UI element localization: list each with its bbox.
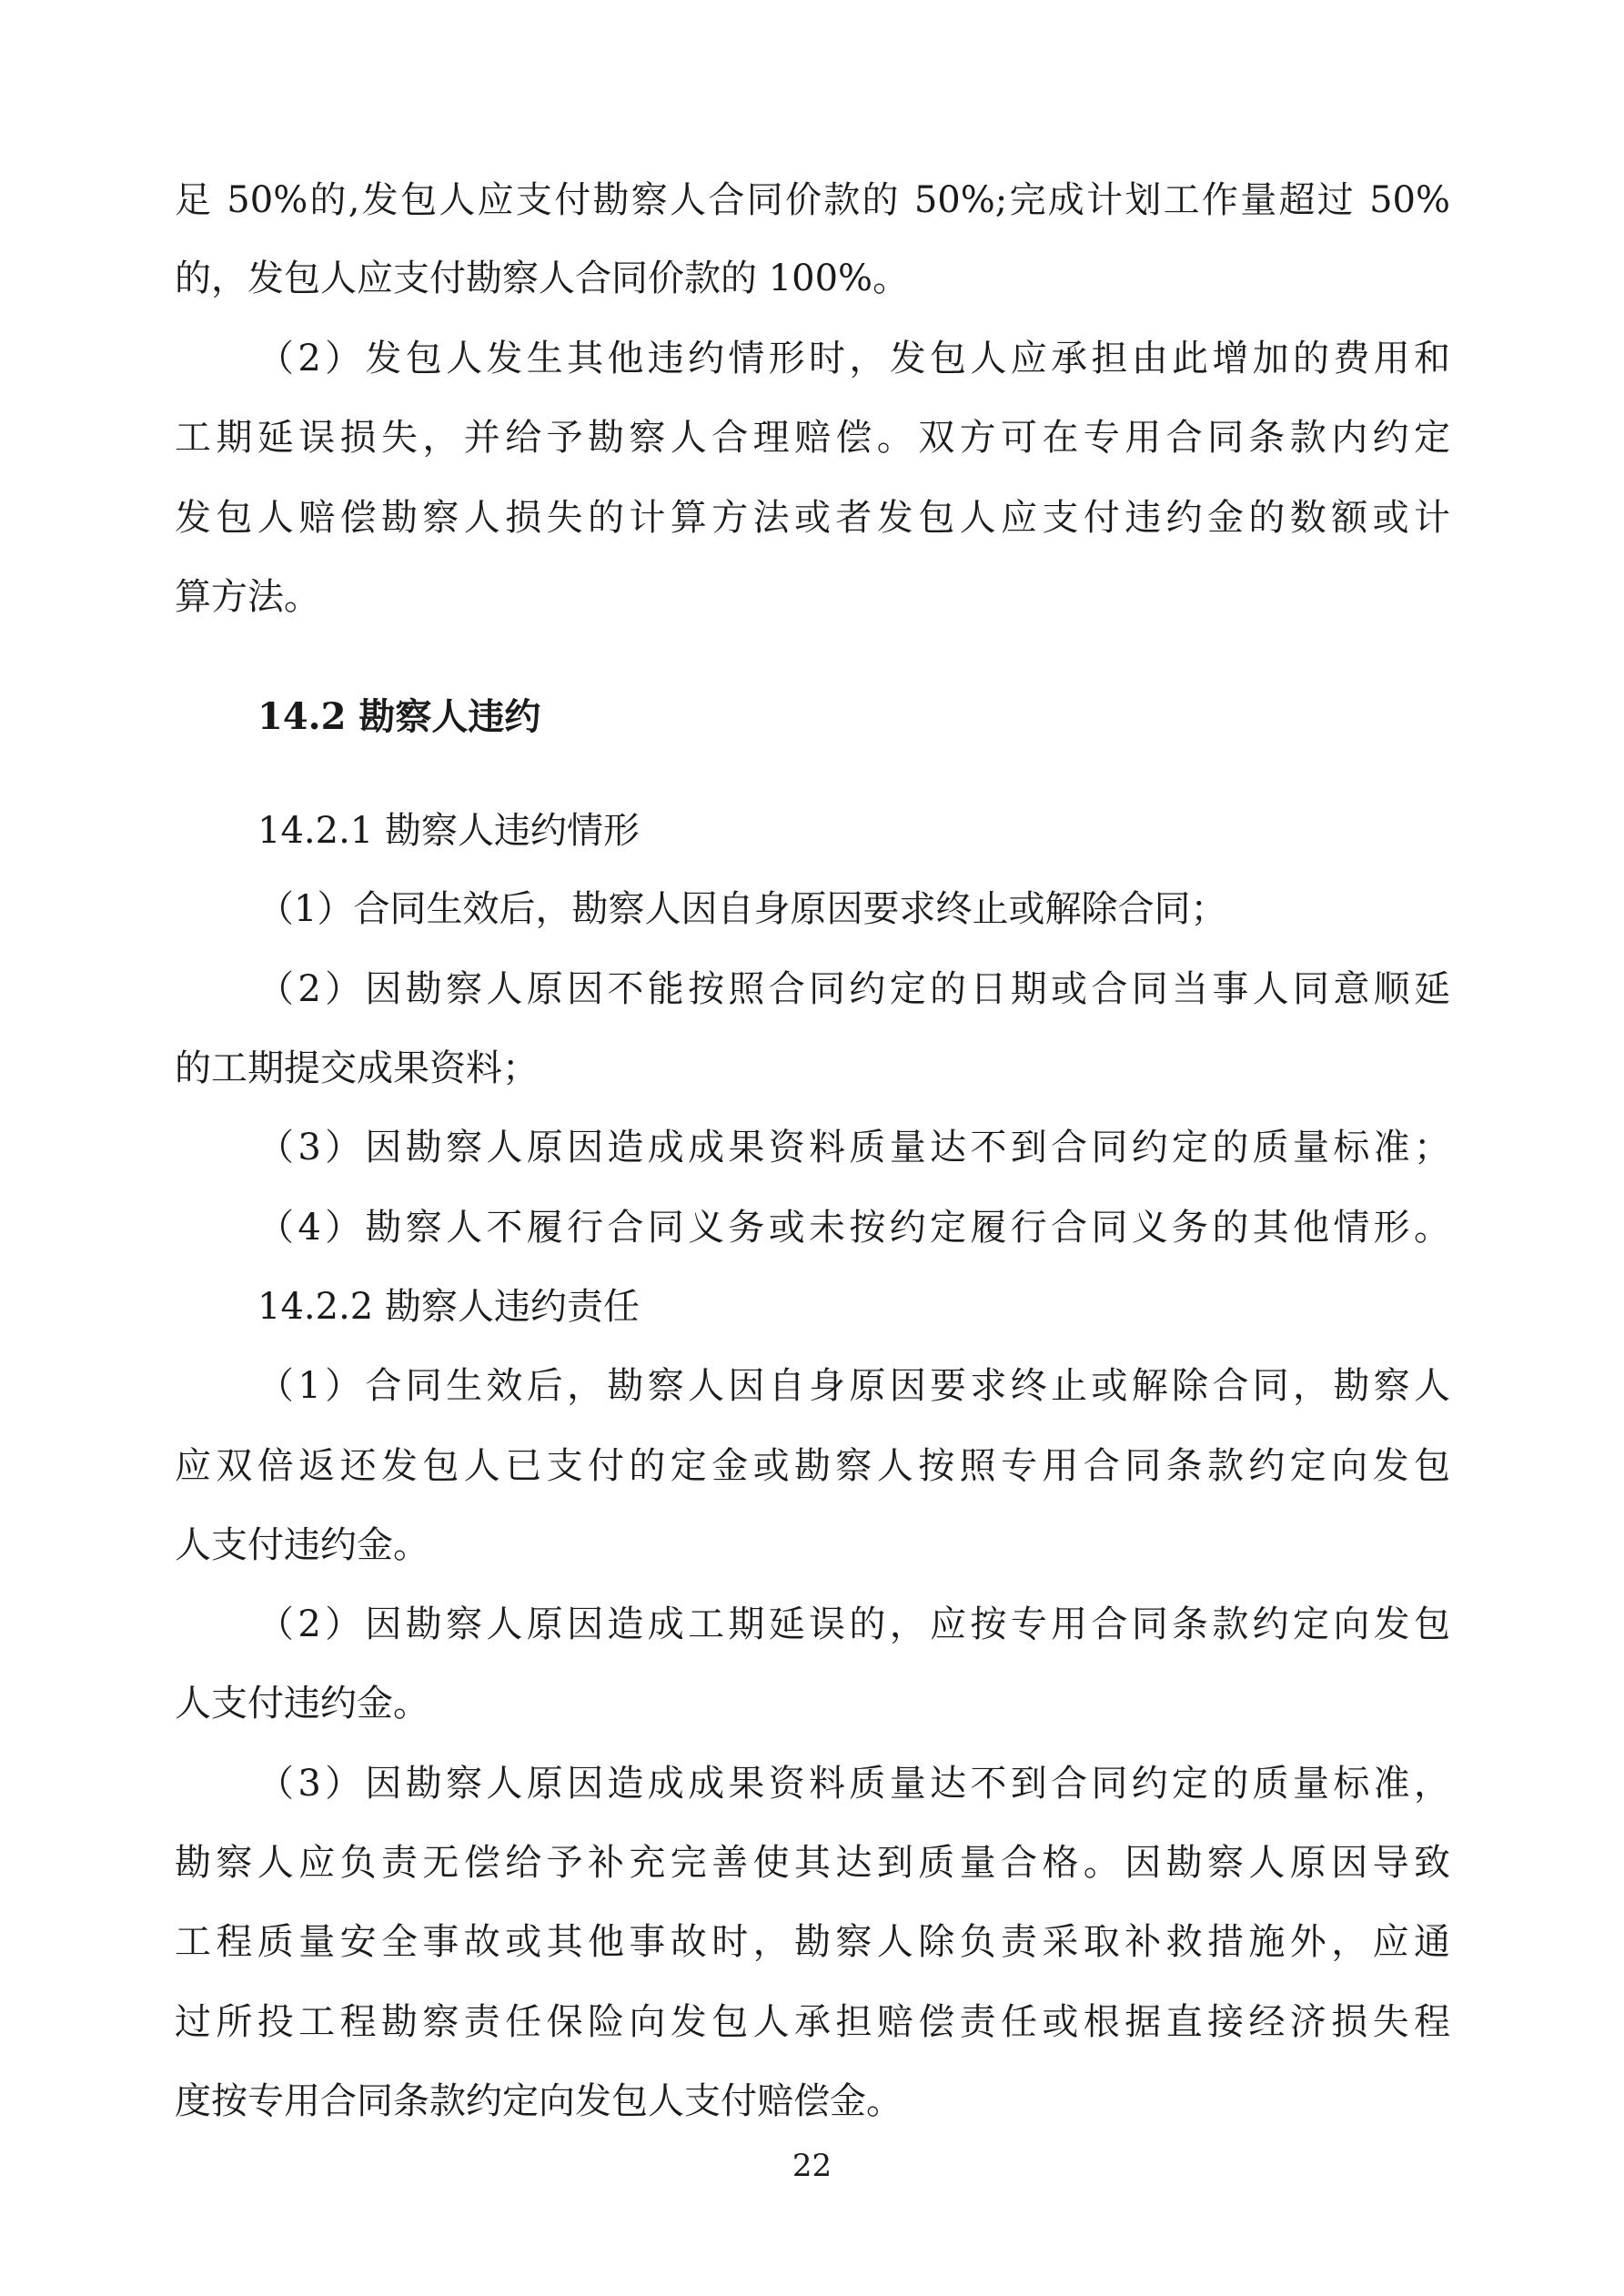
body-line: （2）因勘察人原因不能按照合同约定的日期或合同当事人同意顺延 <box>257 968 1450 1010</box>
body-line: 工程质量安全事故或其他事故时，勘察人除负责采取补救措施外，应通 <box>175 1921 1450 1963</box>
body-line: （1）合同生效后，勘察人因自身原因要求终止或解除合同； <box>257 888 1227 930</box>
section-heading: 14.2 勘察人违约 <box>257 695 541 738</box>
body-line: （1）合同生效后，勘察人因自身原因要求终止或解除合同，勘察人 <box>257 1365 1450 1407</box>
body-line: （2）因勘察人原因造成工期延误的，应按专用合同条款约定向发包 <box>257 1603 1450 1645</box>
body-line: 度按专用合同条款约定向发包人支付赔偿金。 <box>175 2080 903 2122</box>
body-line: 算方法。 <box>175 576 320 618</box>
body-line: 人支付违约金。 <box>175 1524 429 1566</box>
page-number: 22 <box>792 2148 832 2184</box>
body-line: 过所投工程勘察责任保险向发包人承担赔偿责任或根据直接经济损失程 <box>175 2001 1450 2043</box>
body-line: 的，发包人应支付勘察人合同价款的 100%。 <box>175 258 910 299</box>
body-line: 的工期提交成果资料； <box>175 1047 539 1089</box>
body-line: 人支付违约金。 <box>175 1683 429 1725</box>
body-line: 工期延误损失，并给予勘察人合理赔偿。双方可在专用合同条款内约定 <box>175 417 1450 459</box>
body-line: 足 50%的,发包人应支付勘察人合同价款的 50%;完成计划工作量超过 50% <box>175 179 1450 221</box>
body-line: （3）因勘察人原因造成成果资料质量达不到合同约定的质量标准； <box>257 1127 1450 1168</box>
body-line: （2）发包人发生其他违约情形时，发包人应承担由此增加的费用和 <box>257 338 1450 379</box>
subsection-heading: 14.2.1 勘察人违约情形 <box>257 810 640 852</box>
body-line: 发包人赔偿勘察人损失的计算方法或者发包人应支付违约金的数额或计 <box>175 497 1450 539</box>
body-line: 应双倍返还发包人已支付的定金或勘察人按照专用合同条款约定向发包 <box>175 1445 1450 1487</box>
body-line: 勘察人应负责无偿给予补充完善使其达到质量合格。因勘察人原因导致 <box>175 1842 1450 1884</box>
body-line: （3）因勘察人原因造成成果资料质量达不到合同约定的质量标准， <box>257 1763 1450 1805</box>
body-line: （4）勘察人不履行合同义务或未按约定履行合同义务的其他情形。 <box>257 1207 1450 1249</box>
subsection-heading: 14.2.2 勘察人违约责任 <box>257 1286 640 1328</box>
